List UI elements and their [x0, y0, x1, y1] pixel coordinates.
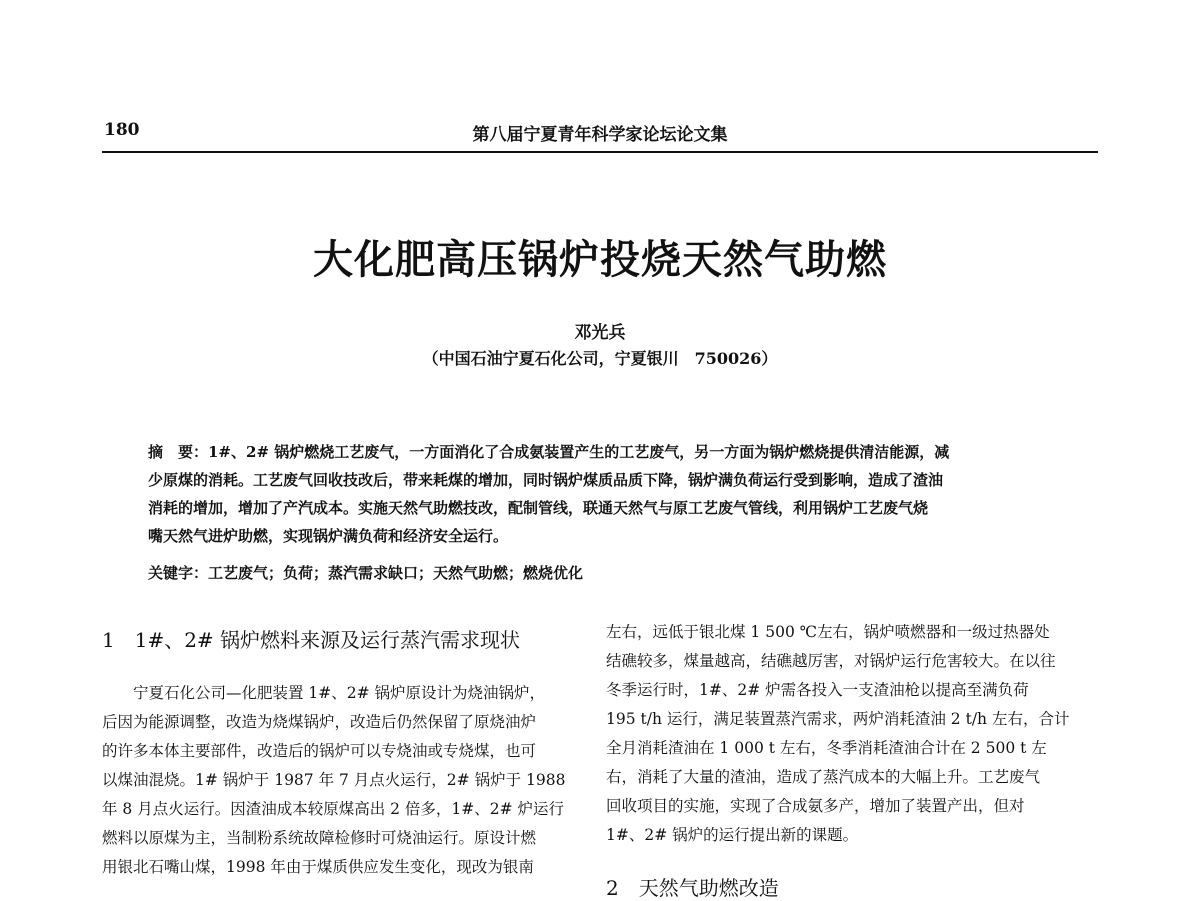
right-column-text: [606, 618, 1098, 850]
header-rule: [102, 151, 1098, 153]
next-section-heading: 2 天然气助燃改造: [606, 876, 779, 900]
text-line: 195 t/h 运行，满足装置蒸汽需求，两炉消耗渣油 2 t/h 左右，合计: [606, 710, 1070, 728]
text-line: 右，消耗了大量的渣油，造成了蒸汽成本的大幅上升。工艺废气: [606, 768, 1041, 786]
page-number: 180: [104, 120, 140, 140]
abstract: [148, 438, 1058, 550]
text-line: 用银北石嘴山煤，1998 年由于煤质供应发生变化，现改为银南: [102, 858, 534, 876]
author-name: 邓光兵: [574, 323, 626, 343]
keywords-text: 工艺废气；负荷；蒸汽需求缺口；天然气助燃；燃烧优化: [208, 564, 584, 582]
abstract-line: 摘 要：1#、2# 锅炉燃烧工艺废气，一方面消化了合成氨装置产生的工艺废气，另一方面为锅炉燃烧提供清洁能源，减: [148, 443, 950, 461]
text-line: 结礁较多，煤量越高，结礁越厉害，对锅炉运行危害较大。在以往: [606, 652, 1056, 670]
running-head: 第八届宁夏青年科学家论坛论文集: [472, 125, 728, 145]
text-line: 1#、2# 锅炉的运行提出新的课题。: [606, 826, 859, 844]
text-line: 燃料以原煤为主，当制粉系统故障检修时可烧油运行。原设计燃: [102, 829, 537, 847]
paper-title: 大化肥高压锅炉投烧天然气助燃: [313, 236, 887, 283]
text-line: 冬季运行时，1#、2# 炉需各投入一支渣油枪以提高至满负荷: [606, 681, 1029, 699]
text-line: 后因为能源调整，改造为烧煤锅炉，改造后仍然保留了原烧油炉: [102, 713, 537, 731]
abstract-line: 少原煤的消耗。工艺废气回收技改后，带来耗煤的增加，同时锅炉煤质品质下降，锅炉满负荷运行受到影响，造成了渣油: [148, 471, 944, 489]
text-line: 的许多本体主要部件，改造后的锅炉可以专烧油或专烧煤，也可: [102, 742, 537, 760]
abstract-line: 消耗的增加，增加了产汽成本。实施天然气助燃技改，配制管线，联通天然气与原工艺废气管线，利用锅炉工艺废气烧: [148, 499, 929, 517]
text-line: 宁夏石化公司—化肥装置 1#、2# 锅炉原设计为烧油锅炉，: [102, 684, 546, 702]
text-line: 以煤油混烧。1# 锅炉于 1987 年 7 月点火运行，2# 锅炉于 1988: [102, 771, 566, 789]
keywords: [148, 562, 1058, 583]
left-column-text: [102, 679, 598, 882]
author-affiliation: （中国石油宁夏石化公司，宁夏银川 750026）: [422, 349, 778, 368]
text-line: 年 8 月点火运行。因渣油成本较原煤高出 2 倍多，1#、2# 炉运行: [102, 800, 565, 818]
section-heading: 1 1#、2# 锅炉燃料来源及运行蒸汽需求现状: [102, 628, 521, 652]
text-line: 回收项目的实施，实现了合成氨多产，增加了装置产出，但对: [606, 797, 1025, 815]
keywords-label: 关键字：: [148, 564, 209, 582]
text-line: 左右，远低于银北煤 1 500 ℃左右，锅炉喷燃器和一级过热器处: [606, 623, 1050, 641]
text-line: 全月消耗渣油在 1 000 t 左右，冬季消耗渣油合计在 2 500 t 左: [606, 739, 1047, 757]
abstract-line: 嘴天然气进炉助燃，实现锅炉满负荷和经济安全运行。: [148, 527, 509, 545]
